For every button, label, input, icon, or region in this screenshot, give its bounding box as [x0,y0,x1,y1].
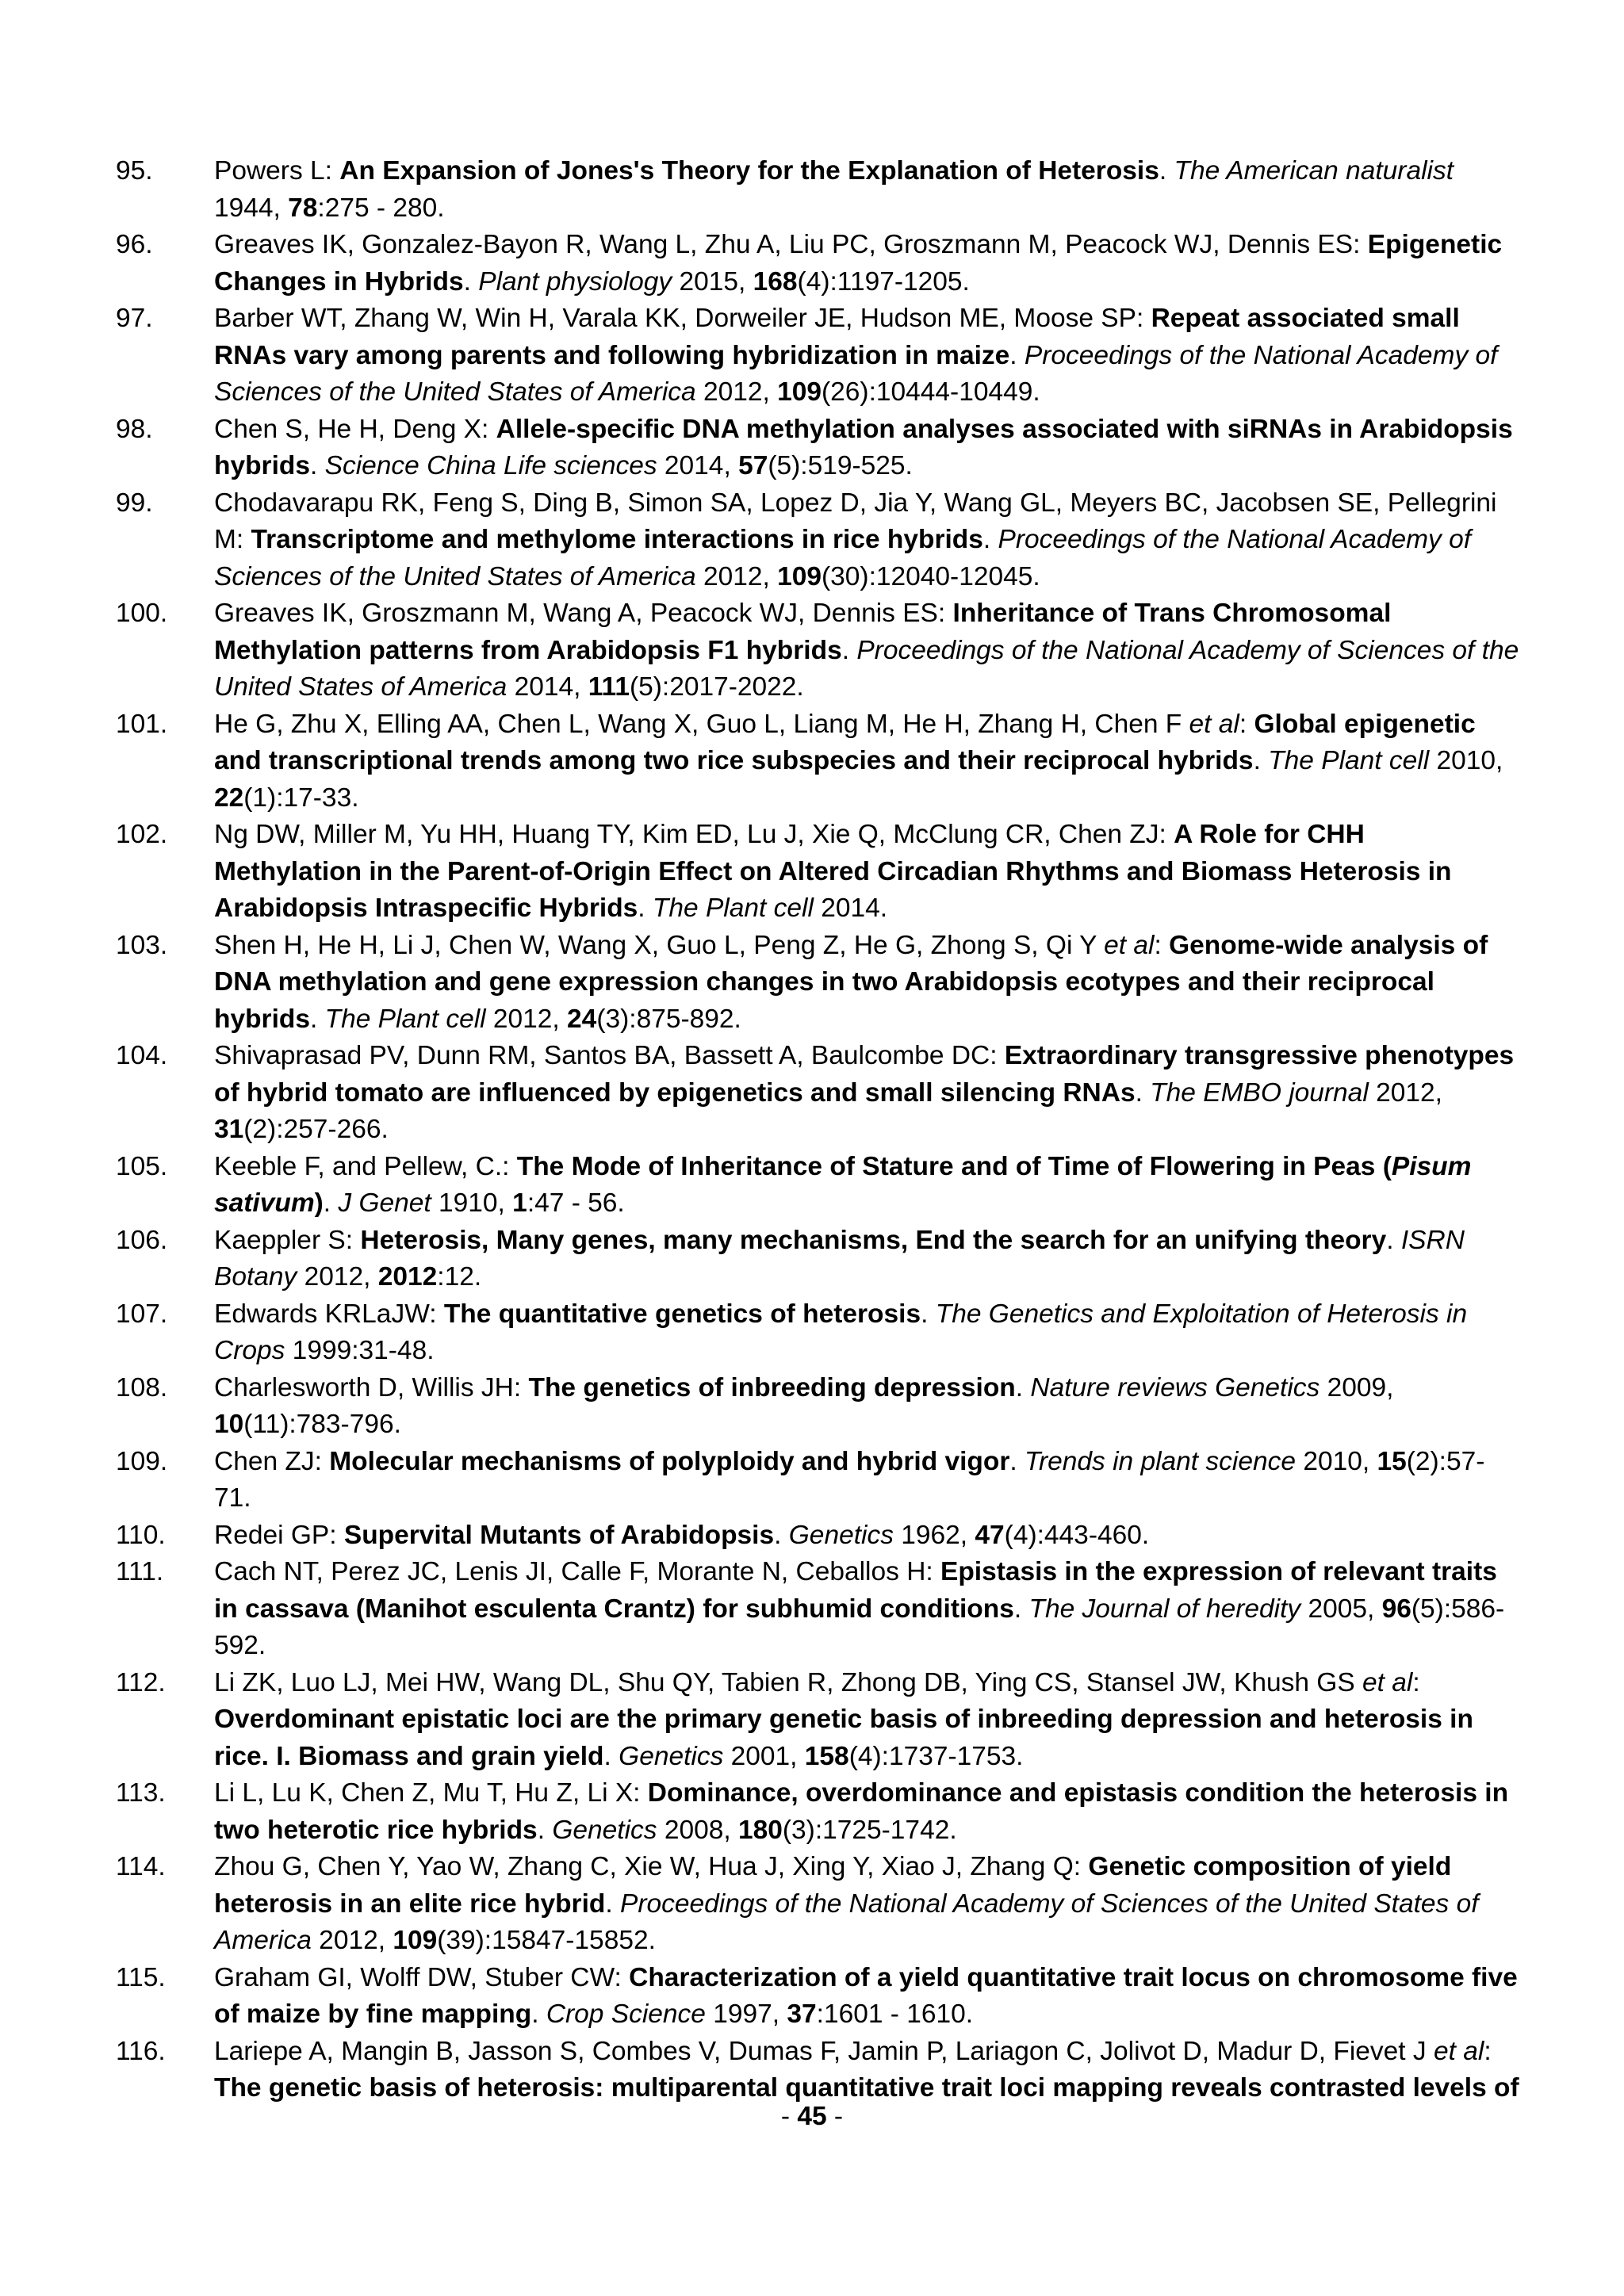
reference-segment: The quantitative genetics of heterosis [443,1299,921,1329]
reference-segment: Chodavarapu RK, Feng S, Ding B, Simon SA, Lopez D, Jia Y, Wang GL, Meyers BC, Jacobsen SE, Pellegrini M: [214,488,1497,554]
reference-segment: Shen H, He H, Li J, Chen W, Wang X, Guo L, Peng Z, He G, Zhong S, Qi Y [214,930,1105,960]
reference-segment: Inheritance of Trans Chromosomal Methylation patterns from Arabidopsis F1 hybrids [214,599,1392,665]
reference-segment: (3):1725-1742. [782,1815,957,1845]
reference-text [214,595,1519,706]
reference-text [214,1960,1519,2034]
reference-segment: Molecular mechanisms of polyploidy and hybrid vigor [329,1446,1010,1476]
reference-segment: 96 [1381,1594,1411,1624]
reference-segment: . [537,1815,553,1845]
reference-number: 104. [116,1041,168,1070]
reference-segment: 31 [214,1115,244,1144]
reference-number: 109. [116,1446,168,1476]
reference-segment: (2):257-266. [243,1115,389,1144]
reference-segment: :275 - 280. [317,193,445,223]
reference-segment: 2012, [1368,1077,1442,1108]
reference-segment: 111 [588,672,630,702]
reference-segment: 1910, [431,1188,513,1218]
reference-segment: 168 [753,266,798,297]
reference-segment: (4):443-460. [1004,1520,1150,1550]
reference-segment: The genetic basis of heterosis: multiparental quantitative trait loci mapping reveals contrasted levels of [214,2073,1519,2103]
reference-item [116,1517,1519,1555]
reference-list [116,153,1519,2107]
reference-segment: . [774,1520,789,1550]
page-number: 45 [797,2102,827,2131]
reference-segment: 2012, [485,1004,568,1034]
reference-segment: . [1015,1372,1031,1402]
reference-segment: . [310,1004,325,1034]
page-footer [0,2102,1624,2132]
reference-text [214,928,1519,1039]
reference-segment: Shivaprasad PV, Dunn RM, Santos BA, Bassett A, Baulcombe DC: [214,1041,1005,1070]
reference-segment: 158 [804,1741,849,1771]
reference-text [214,153,1519,227]
reference-segment: 2012, [297,1262,378,1292]
reference-segment: . [463,266,479,297]
reference-segment: Characterization of a yield quantitative trait locus on chromosome five of maize by fine mapping [214,1962,1518,2029]
reference-segment: Li ZK, Luo LJ, Mei HW, Wang DL, Shu QY, Tabien R, Zhong DB, Ying CS, Stansel JW, Khush GS [214,1667,1363,1697]
reference-item [116,1038,1519,1149]
reference-text [214,1444,1519,1517]
reference-number: 106. [116,1225,168,1255]
reference-segment: 2014, [657,451,739,480]
reference-segment: Genetics [788,1520,894,1550]
reference-text [214,706,1519,817]
reference-segment: Greaves IK, Groszmann M, Wang A, Peacock WJ, Dennis ES: [214,599,953,628]
reference-segment: ) [314,1188,324,1218]
reference-number: 116. [116,2036,166,2066]
reference-segment: Lariepe A, Mangin B, Jasson S, Combes V, Dumas F, Jamin P, Lariagon C, Jolivot D, Madur D, Fievet J [214,2036,1434,2066]
reference-segment: : [1412,1667,1420,1697]
reference-segment: : [1239,709,1254,739]
reference-item [116,300,1519,411]
reference-number: 105. [116,1151,168,1181]
reference-segment: 2010, [1296,1446,1377,1476]
reference-number: 103. [116,930,168,960]
reference-segment: The genetics of inbreeding depression [528,1372,1016,1402]
reference-segment: 37 [787,1999,817,2029]
reference-segment: Chen S, He H, Deng X: [214,414,496,444]
reference-segment: (3):875-892. [596,1004,741,1034]
reference-segment: Proceedings of the National Academy of Sciences of the United States of America [214,635,1519,702]
reference-segment: Nature reviews Genetics [1030,1372,1320,1402]
reference-segment: The EMBO journal [1150,1077,1369,1108]
reference-segment: Dominance, overdominance and epistasis condition the heterosis in two heterotic rice hybrids [214,1778,1509,1845]
reference-segment: Epigenetic Changes in Hybrids [214,230,1503,297]
reference-segment: . [841,635,857,665]
reference-number: 113. [116,1778,166,1808]
reference-segment: Cach NT, Perez JC, Lenis JI, Calle F, Morante N, Ceballos H: [214,1557,940,1586]
reference-item [116,1444,1519,1517]
reference-segment: Genetic composition of yield heterosis in an elite rice hybrid [214,1852,1452,1919]
reference-segment: :1601 - 1610. [816,1999,974,2029]
reference-segment: Proceedings of the National Academy of Sciences of the United States of America [214,340,1498,407]
reference-segment: . [603,1741,619,1771]
reference-text [214,1665,1519,1776]
reference-item [116,153,1519,227]
reference-number: 108. [116,1372,168,1402]
reference-number: 99. [116,488,153,518]
reference-item [116,1665,1519,1776]
reference-segment: 47 [975,1520,1005,1550]
reference-segment: 2010, [1429,746,1503,775]
reference-segment: Heterosis, Many genes, many mechanisms, End the search for an unifying theory [360,1225,1387,1255]
reference-item [116,817,1519,928]
reference-segment: 2012, [695,561,778,591]
reference-segment: Proceedings of the National Academy of Sciences of the United States of America [214,525,1472,591]
reference-number: 115. [116,1962,166,1992]
reference-segment: Supervital Mutants of Arabidopsis [343,1520,775,1550]
reference-segment: The Mode of Inheritance of Stature and of Time of Flowering in Peas ( [516,1151,1392,1181]
reference-item [116,706,1519,817]
reference-text [214,485,1519,596]
reference-segment: 2012, [695,377,778,407]
reference-segment: . [982,525,998,554]
reference-text [214,1370,1519,1444]
reference-segment: . [531,1999,546,2029]
reference-item [116,485,1519,596]
reference-segment: : [1484,2036,1492,2066]
reference-segment: . [1386,1225,1401,1255]
reference-segment: et al [1362,1667,1413,1697]
reference-number: 112. [116,1667,166,1697]
reference-number: 101. [116,709,168,739]
reference-segment: 2015, [672,266,753,297]
reference-segment: Genetics [552,1815,657,1845]
reference-text [214,817,1519,928]
reference-number: 100. [116,599,168,628]
reference-segment: Science China Life sciences [324,451,657,480]
reference-item [116,2034,1519,2107]
reference-segment: The American naturalist [1174,156,1454,186]
reference-segment: Greaves IK, Gonzalez-Bayon R, Wang L, Zhu A, Liu PC, Groszmann M, Peacock WJ, Dennis ES: [214,230,1368,259]
reference-segment: . [605,1888,620,1919]
reference-segment: Plant physiology [478,266,672,297]
reference-segment: (5):2017-2022. [629,672,804,702]
reference-item [116,1149,1519,1223]
reference-segment: The Genetics and Exploitation of Heterosis in Crops [214,1299,1468,1365]
reference-segment: (26):10444-10449. [822,377,1040,407]
reference-number: 114. [116,1852,166,1881]
reference-segment: Global epigenetic and transcriptional trends among two rice subspecies and their reciprocal hybrids [214,709,1476,775]
reference-segment: Genome-wide analysis of DNA methylation and gene expression changes in two Arabidopsis ecotypes and their reciprocal hybrids [214,930,1488,1034]
reference-segment: Overdominant epistatic loci are the primary genetic basis of inbreeding depression and heterosis in rice. I. Biomass and grain yield [214,1705,1473,1771]
reference-segment: . [1009,340,1025,370]
reference-segment: 2014, [507,672,588,702]
reference-segment: (4):1737-1753. [848,1741,1024,1771]
reference-segment: . [638,894,653,923]
reference-segment: . [1159,156,1174,186]
reference-segment: 78 [288,193,318,223]
reference-segment: (30):12040-12045. [822,561,1040,591]
reference-segment: J Genet [338,1188,431,1218]
reference-segment: Crop Science [546,1999,706,2029]
reference-text [214,1849,1519,1960]
reference-segment: et al [1189,709,1239,739]
reference-item [116,1849,1519,1960]
reference-text [214,1038,1519,1149]
reference-item [116,1223,1519,1296]
reference-segment: 22 [214,783,244,813]
reference-segment: : [1154,930,1170,960]
reference-segment: Trends in plant science [1025,1446,1297,1476]
reference-segment: Genetics [619,1741,724,1771]
reference-segment: 2012 [377,1262,438,1292]
reference-segment: 1944, [214,193,289,223]
reference-segment: (5):586-592. [214,1594,1505,1660]
reference-number: 107. [116,1299,168,1329]
reference-segment: . [921,1299,936,1329]
reference-segment: (39):15847-15852. [437,1926,656,1955]
reference-segment: et al [1104,930,1155,960]
reference-segment: He G, Zhu X, Elling AA, Chen L, Wang X, Guo L, Liang M, He H, Zhang H, Chen F [214,709,1189,739]
reference-segment: Barber WT, Zhang W, Win H, Varala KK, Dorweiler JE, Hudson ME, Moose SP: [214,304,1151,333]
reference-segment: (1):17-33. [243,783,359,813]
reference-text [214,227,1519,300]
reference-segment: Powers L: [214,156,340,186]
reference-number: 111. [116,1557,164,1586]
reference-segment: 1999:31-48. [285,1336,435,1365]
reference-segment: 2001, [723,1741,805,1771]
reference-number: 97. [116,304,153,333]
reference-segment: An Expansion of Jones's Theory for the Explanation of Heterosis [339,156,1159,186]
reference-segment: 1962, [893,1520,975,1550]
reference-segment: The Plant cell [1268,746,1430,775]
reference-item [116,1775,1519,1849]
reference-segment: Epistasis in the expression of relevant traits in cassava (Manihot esculenta Crantz) for subhumid conditions [214,1557,1497,1624]
reference-segment: Allele-specific DNA methylation analyses associated with siRNAs in Arabidopsis hybrids [214,414,1513,480]
reference-segment: (11):783-796. [243,1410,401,1439]
reference-segment: . [1013,1594,1029,1624]
reference-item [116,227,1519,300]
reference-segment: Proceedings of the National Academy of Sciences of the United States of America [214,1888,1479,1955]
reference-segment: Chen ZJ: [214,1446,330,1476]
reference-segment: . [310,451,325,480]
reference-segment: 2012, [311,1926,393,1955]
reference-item [116,1370,1519,1444]
reference-text [214,1554,1519,1665]
reference-segment: . [1009,1446,1025,1476]
reference-segment: Zhou G, Chen Y, Yao W, Zhang C, Xie W, Hua J, Xing Y, Xiao J, Zhang Q: [214,1852,1089,1881]
reference-item [116,1554,1519,1665]
reference-segment: 15 [1377,1446,1407,1476]
footer-suffix: - [826,2102,844,2131]
reference-text [214,2034,1519,2107]
reference-segment: Extraordinary transgressive phenotypes of hybrid tomato are influenced by epigenetics and small silencing RNAs [214,1041,1515,1108]
reference-segment: 10 [214,1410,244,1439]
reference-segment: 1997, [705,1999,787,2029]
reference-segment: ISRN Botany [214,1225,1465,1292]
footer-prefix: - [780,2102,798,2131]
reference-segment: et al [1433,2036,1484,2066]
reference-text [214,300,1519,411]
reference-text [214,1517,1519,1555]
reference-segment: Keeble F, and Pellew, C.: [214,1151,517,1181]
reference-segment: Li L, Lu K, Chen Z, Mu T, Hu Z, Li X: [214,1778,648,1808]
reference-segment: 57 [738,451,768,480]
reference-segment: The Journal of heredity [1028,1594,1301,1624]
reference-text [214,1296,1519,1370]
reference-segment: Edwards KRLaJW: [214,1299,444,1329]
reference-segment: 2008, [657,1815,738,1845]
reference-segment: Kaeppler S: [214,1225,361,1255]
reference-item [116,1296,1519,1370]
reference-item [116,411,1519,485]
reference-segment: 109 [777,561,822,591]
reference-number: 95. [116,156,153,186]
reference-segment: The Plant cell [324,1004,486,1034]
reference-segment: 109 [777,377,822,407]
reference-segment: 24 [567,1004,597,1034]
reference-segment: 2014. [813,894,888,923]
reference-segment: Transcriptome and methylome interactions in rice hybrids [251,525,983,554]
reference-segment: Pisum sativum [214,1151,1472,1218]
reference-text [214,411,1519,485]
reference-item [116,1960,1519,2034]
reference-segment: . [1135,1077,1151,1108]
reference-number: 102. [116,820,168,849]
reference-segment: Charlesworth D, Willis JH: [214,1372,529,1402]
reference-segment: Redei GP: [214,1520,344,1550]
reference-segment: :12. [437,1262,482,1292]
reference-text [214,1223,1519,1296]
reference-text [214,1149,1519,1223]
reference-number: 98. [116,414,153,444]
reference-segment: 2005, [1300,1594,1382,1624]
reference-segment: :47 - 56. [527,1188,625,1218]
reference-segment: (2):57-71. [214,1446,1485,1513]
reference-segment: 180 [737,1815,783,1845]
reference-number: 96. [116,230,153,259]
reference-number: 110. [116,1520,166,1550]
reference-segment: The Plant cell [652,894,814,923]
reference-segment: Ng DW, Miller M, Yu HH, Huang TY, Kim ED, Lu J, Xie Q, McClung CR, Chen ZJ: [214,820,1174,849]
reference-item [116,928,1519,1039]
reference-segment: Graham GI, Wolff DW, Stuber CW: [214,1962,630,1992]
reference-segment: . [1253,746,1269,775]
reference-text [214,1775,1519,1849]
reference-segment: 2009, [1320,1372,1394,1402]
reference-segment: 109 [393,1926,438,1955]
reference-segment: 1 [512,1188,527,1218]
reference-segment: (5):519-525. [768,451,913,480]
reference-segment: . [323,1188,339,1218]
reference-segment: Repeat associated small RNAs vary among parents and following hybridization in maize [214,304,1460,370]
reference-segment: A Role for CHH Methylation in the Parent-of-Origin Effect on Altered Circadian Rhythms and Biomass Heterosis in Arabidopsis Intraspecific Hybrids [214,820,1452,923]
reference-item [116,595,1519,706]
reference-segment: (4):1197-1205. [797,266,970,297]
